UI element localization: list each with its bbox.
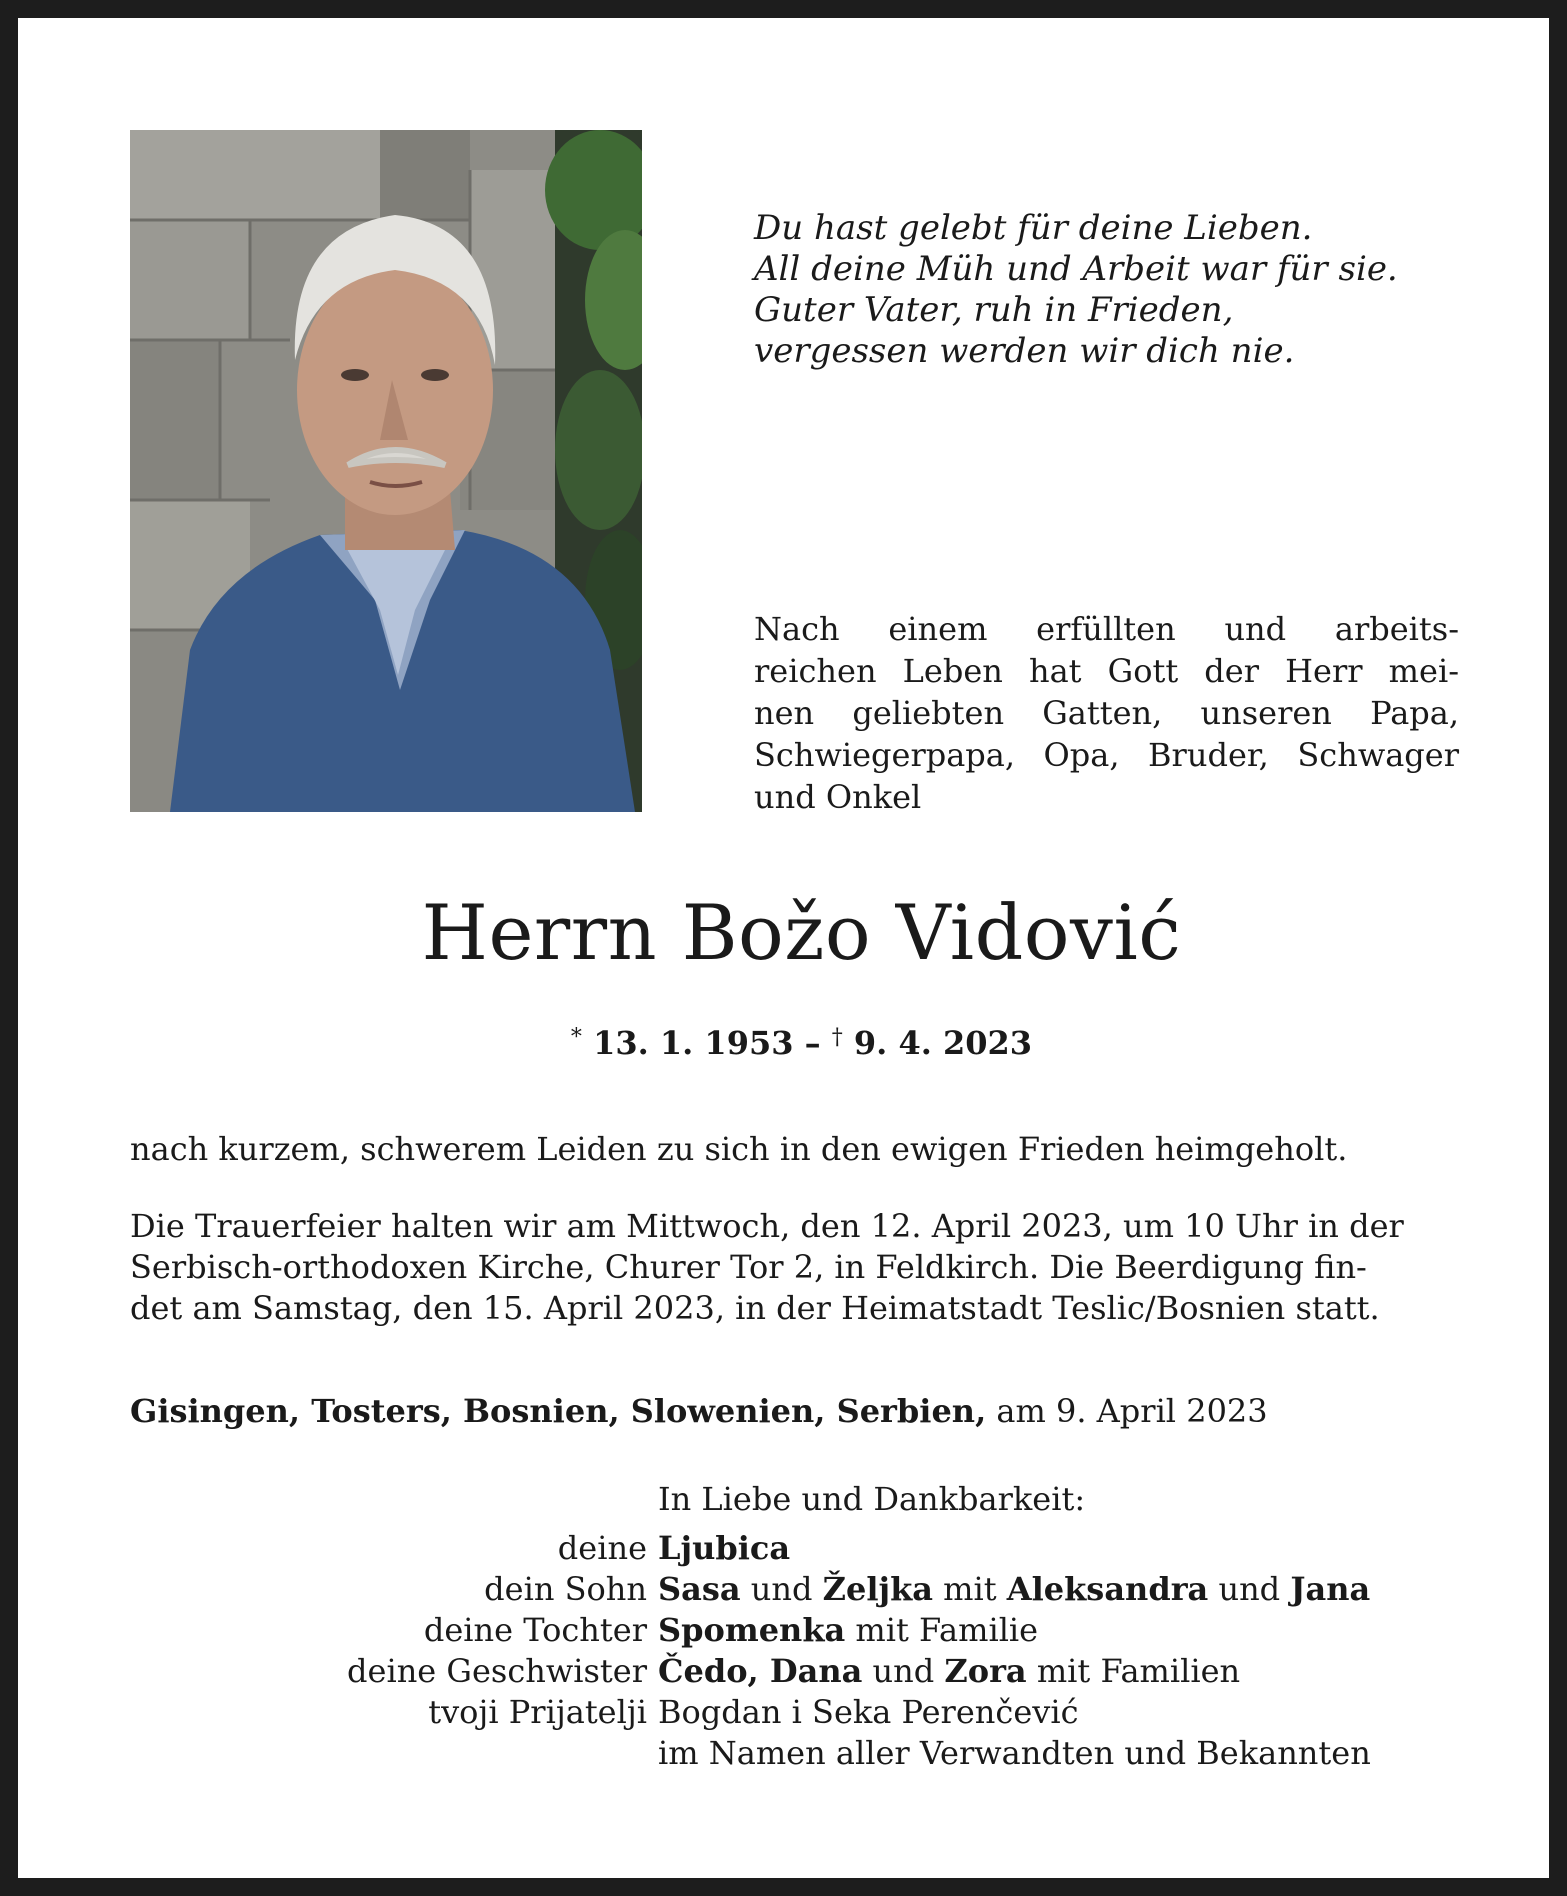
intro-line: Nach einem erfüllten und arbeits- [754, 610, 1459, 648]
intro-line: und Onkel [754, 778, 922, 816]
mourner-names [658, 1610, 1038, 1651]
birth-date: 13. 1. 1953 [593, 1024, 794, 1062]
mourner-name: Zora [944, 1652, 1027, 1690]
mourner-connector: und [740, 1570, 823, 1608]
mourner-names [658, 1528, 790, 1569]
birth-symbol: * [570, 1025, 582, 1050]
mourner-relation: deine Tochter [423, 1611, 647, 1649]
intro-line: Schwiegerpapa, Opa, Bruder, Schwager [754, 736, 1459, 774]
mourner-names [658, 1651, 1240, 1692]
mourner-connector: Bogdan i Seka Perenčević [658, 1693, 1079, 1731]
places: Gisingen, Tosters, Bosnien, Slowenien, Serbien, [130, 1392, 987, 1430]
place-date-line [130, 1390, 1460, 1432]
mourner-row [18, 1569, 1549, 1610]
mourner-relation: deine [557, 1529, 647, 1567]
poem-line: Guter Vater, ruh in Frieden, [754, 290, 1234, 330]
funeral-line: Die Trauerfeier halten wir am Mittwoch, den 12. April 2023, um 10 Uhr in der [130, 1207, 1404, 1245]
mourner-name: Aleksandra [1006, 1570, 1209, 1608]
thanks-heading: In Liebe und Dankbarkeit: [658, 1480, 1086, 1518]
mourner-relation: deine Geschwister [347, 1652, 647, 1690]
portrait-illustration [130, 130, 642, 812]
mourner-relation: dein Sohn [484, 1570, 647, 1608]
mourner-names [658, 1569, 1370, 1610]
mourner-relation: tvoji Prijatelji [428, 1693, 647, 1731]
poem [754, 208, 1494, 372]
poem-line: All deine Müh und Arbeit war für sie. [754, 249, 1398, 289]
mourner-connector: und [862, 1652, 945, 1690]
paragraph-death: nach kurzem, schwerem Leiden zu sich in den ewigen Frieden heimgeholt. [130, 1130, 1348, 1168]
mourner-name: Spomenka [658, 1611, 846, 1649]
place-date: am 9. April 2023 [986, 1392, 1268, 1430]
mourner-connector: mit [933, 1570, 1007, 1608]
portrait-photo [130, 130, 642, 812]
mourner-row [18, 1651, 1549, 1692]
mourner-name: Jana [1290, 1570, 1371, 1608]
mourner-connector: mit Familie [845, 1611, 1039, 1649]
mourners-list [18, 1528, 1549, 1774]
mourner-row [18, 1733, 1549, 1774]
paragraph-funeral [130, 1206, 1460, 1329]
mourner-row [18, 1528, 1549, 1569]
funeral-line: det am Samstag, den 15. April 2023, in der Heimatstadt Teslic/Bosnien statt. [130, 1289, 1380, 1327]
mourner-row [18, 1692, 1549, 1733]
intro-line: nen geliebten Gatten, unseren Papa, [754, 694, 1459, 732]
mourner-name: Željka [822, 1570, 933, 1608]
death-symbol: † [831, 1025, 843, 1050]
mourner-connector: mit Familien [1026, 1652, 1241, 1690]
intro-line: reichen Leben hat Gott der Herr mei- [754, 652, 1459, 690]
obituary-page [18, 18, 1549, 1878]
poem-line: vergessen werden wir dich nie. [754, 331, 1295, 371]
deceased-name: Herrn Božo Vidović [421, 888, 1182, 977]
poem-line: Du hast gelebt für deine Lieben. [754, 208, 1313, 248]
life-dates [18, 1023, 1549, 1068]
intro-text [754, 608, 1459, 818]
mourner-names [658, 1733, 1371, 1774]
mourner-names [658, 1692, 1078, 1733]
mourner-connector: im Namen aller Verwandten und Bekannten [658, 1734, 1371, 1772]
mourner-row [18, 1610, 1549, 1651]
mourner-name: Čedo, Dana [658, 1652, 863, 1690]
death-date: 9. 4. 2023 [853, 1024, 1033, 1062]
mourner-name: Sasa [658, 1570, 741, 1608]
date-separator: – [804, 1024, 821, 1062]
mourner-name: Ljubica [658, 1529, 791, 1567]
funeral-line: Serbisch-orthodoxen Kirche, Churer Tor 2, in Feldkirch. Die Beerdigung fin- [130, 1248, 1367, 1286]
mourner-connector: und [1208, 1570, 1291, 1608]
